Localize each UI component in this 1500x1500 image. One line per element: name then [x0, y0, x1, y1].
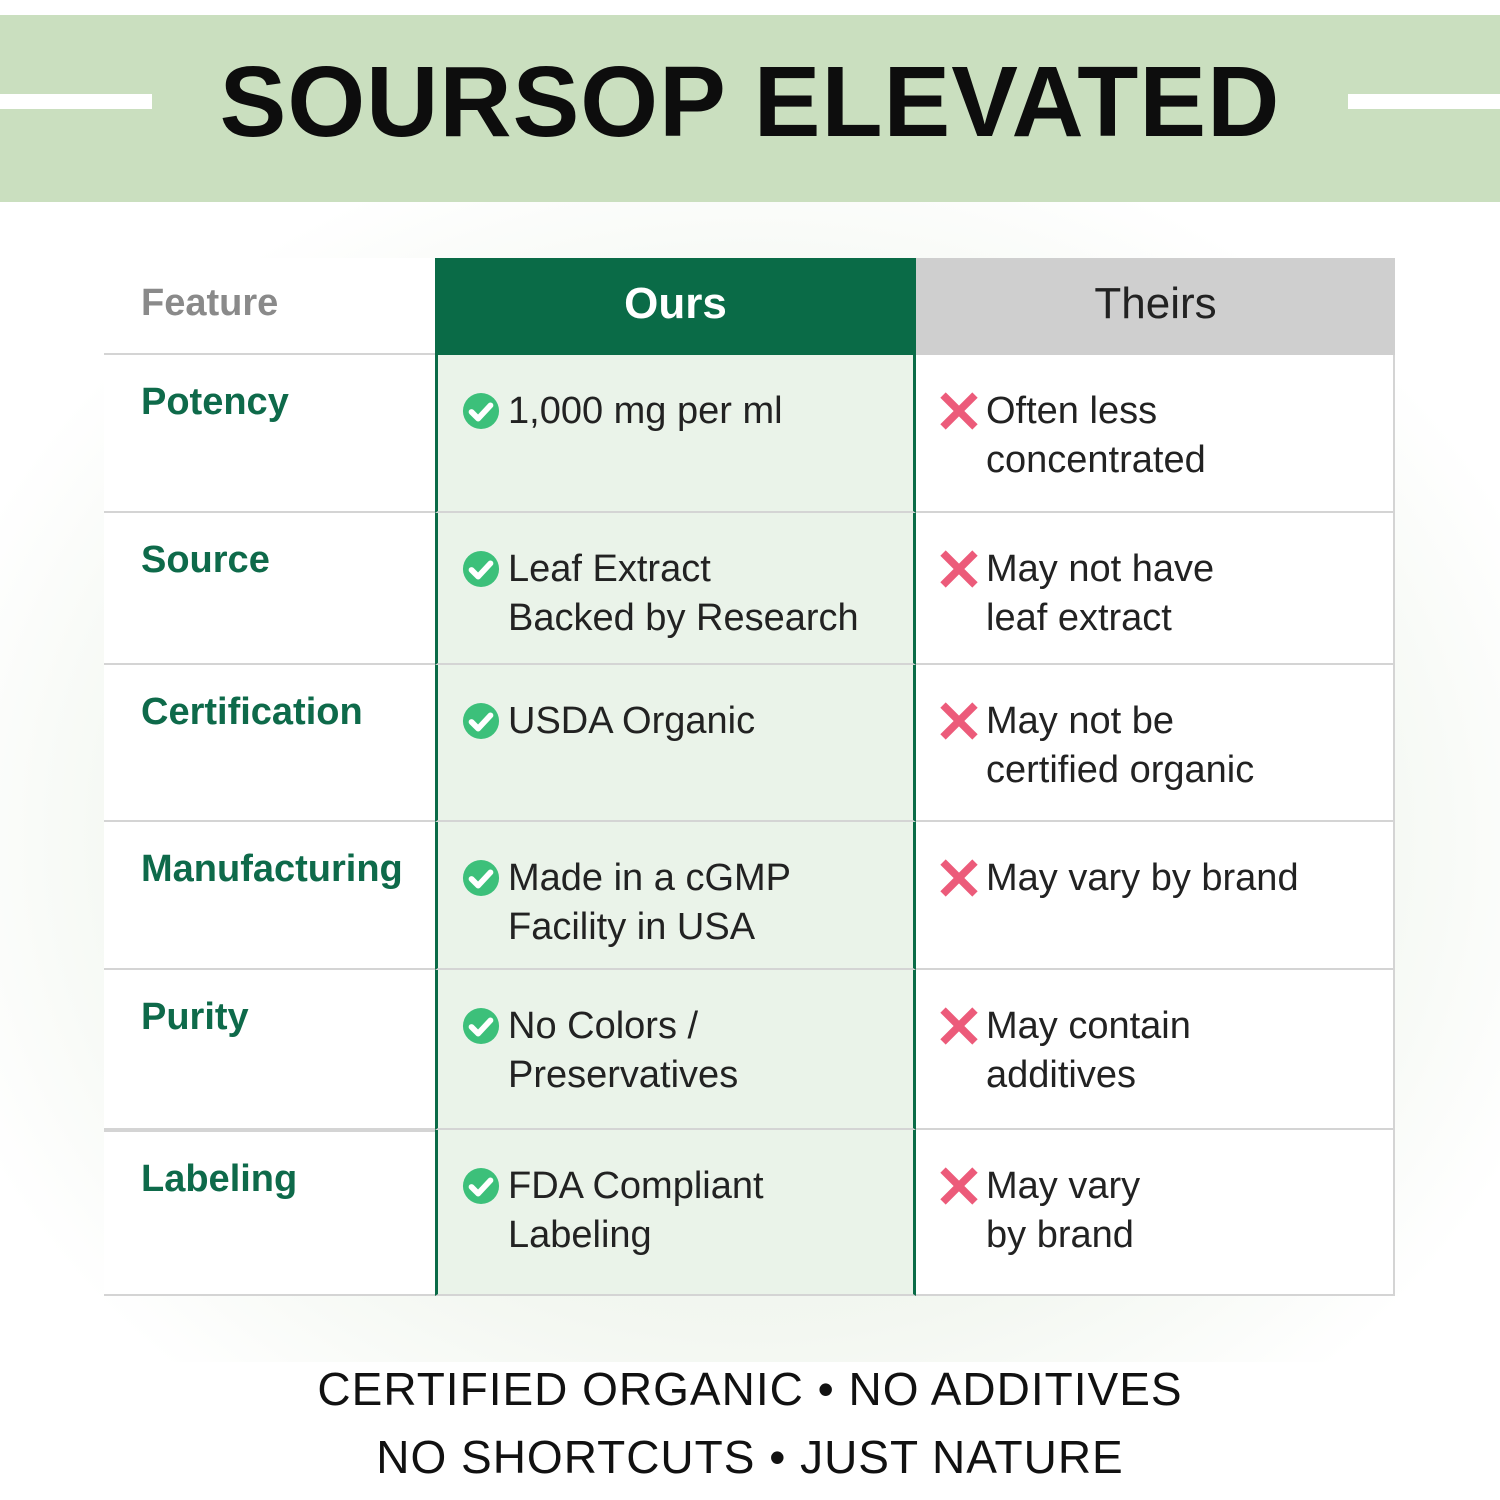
feature-label: Purity: [141, 996, 249, 1038]
check-icon: [462, 392, 500, 430]
ours-value: FDA Compliant Labeling: [508, 1165, 764, 1256]
ours-value: No Colors / Preservatives: [508, 1005, 739, 1096]
theirs-cell: [916, 970, 1395, 1130]
ours-cell: [435, 970, 916, 1130]
ours-cell: [435, 513, 916, 665]
cross-icon: [940, 702, 978, 740]
check-icon: [462, 859, 500, 897]
feature-label: Potency: [141, 381, 289, 423]
theirs-cell: [916, 1130, 1395, 1296]
footer-line-2: NO SHORTCUTS • JUST NATURE: [376, 1431, 1124, 1483]
feature-cell: [104, 970, 435, 1130]
header-theirs: Theirs: [916, 258, 1395, 355]
theirs-value: May not have leaf extract: [986, 548, 1215, 639]
header-ours: Ours: [435, 258, 916, 355]
feature-cell: [104, 513, 435, 665]
ours-value: USDA Organic: [508, 700, 756, 742]
comparison-table: [104, 258, 1395, 1296]
theirs-value: May contain additives: [986, 1005, 1191, 1096]
feature-label: Certification: [141, 691, 363, 733]
header-feature: Feature: [104, 258, 435, 355]
ours-cell: [435, 1130, 916, 1296]
theirs-value: May vary by brand: [986, 857, 1299, 899]
check-icon: [462, 1007, 500, 1045]
theirs-cell: [916, 513, 1395, 665]
ours-cell: [435, 665, 916, 822]
feature-cell: [104, 355, 435, 513]
theirs-cell: [916, 355, 1395, 513]
feature-label: Source: [141, 539, 270, 581]
check-icon: [462, 550, 500, 588]
feature-cell: [104, 665, 435, 822]
check-icon: [462, 1167, 500, 1205]
ours-cell: [435, 822, 916, 970]
theirs-cell: [916, 665, 1395, 822]
theirs-cell: [916, 822, 1395, 970]
cross-icon: [940, 1167, 978, 1205]
ours-cell: [435, 355, 916, 513]
feature-cell: [104, 1130, 435, 1296]
feature-label: Labeling: [141, 1158, 298, 1200]
theirs-value: Often less concentrated: [986, 390, 1206, 481]
theirs-value: May vary by brand: [986, 1165, 1141, 1256]
page-title: SOURSOP ELEVATED: [219, 46, 1281, 158]
cross-icon: [940, 859, 978, 897]
cross-icon: [940, 392, 978, 430]
cross-icon: [940, 550, 978, 588]
ours-value: Leaf Extract Backed by Research: [508, 548, 859, 639]
ours-value: 1,000 mg per ml: [508, 390, 783, 432]
check-icon: [462, 702, 500, 740]
feature-label: Manufacturing: [141, 848, 403, 890]
footer-line-1: CERTIFIED ORGANIC • NO ADDITIVES: [317, 1363, 1183, 1415]
ours-value: Made in a cGMP Facility in USA: [508, 857, 791, 948]
feature-cell: [104, 822, 435, 970]
theirs-value: May not be certified organic: [986, 700, 1255, 791]
cross-icon: [940, 1007, 978, 1045]
